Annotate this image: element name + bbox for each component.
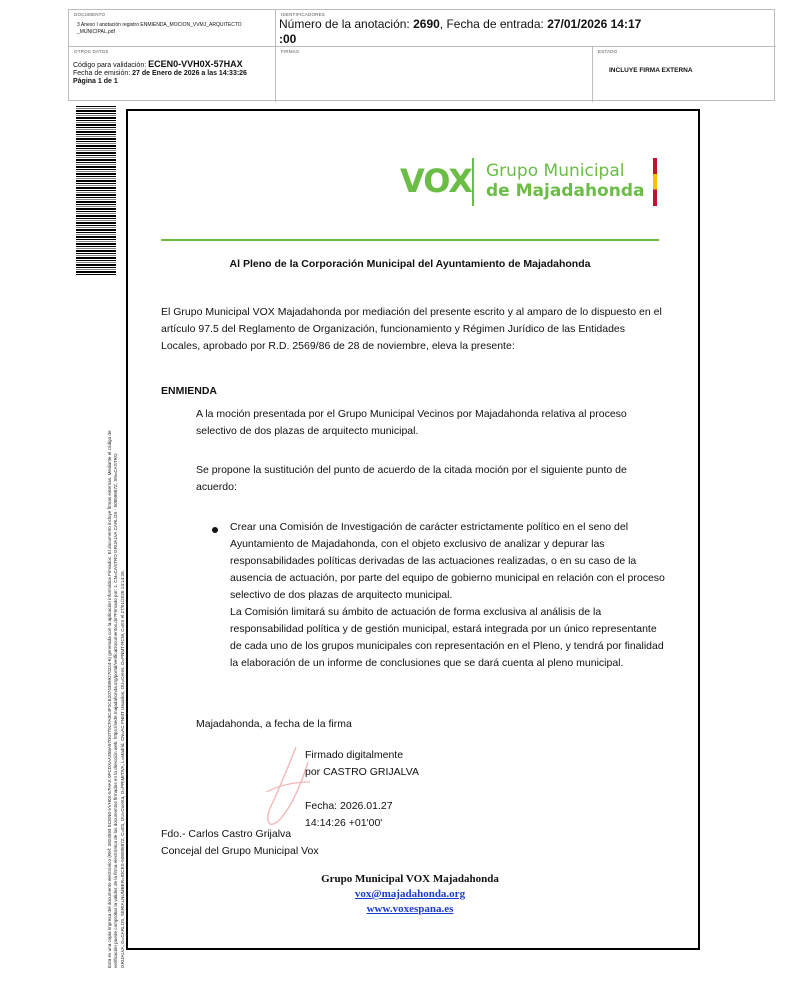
identifiers-cell: [276, 10, 776, 47]
letter-title: Al Pleno de la Corporación Municipal del Ayuntamiento de Majadahonda: [229, 258, 591, 270]
other-data-caption: OTROS DATOS: [74, 49, 109, 54]
page-count: Página 1 de 1: [73, 78, 118, 85]
signer-role: Concejal del Grupo Municipal Vox: [161, 845, 319, 857]
document-cell: [69, 10, 276, 47]
verification-note-line: Esta es una copia impresa del documento electrónico (Ref: 3924593 ECEN0-VVH0X-57HAX 0FCDXAA358A97D0770CFA8C4F2CE20743959270224-6) generada con la aplicación informática Firmadoc. El documento incluye firmas externas. Mediante el código de: [107, 430, 112, 968]
signatures-caption: FIRMAS: [281, 49, 300, 54]
registry-header: [68, 9, 775, 101]
footer-web-link[interactable]: www.voxespana.es: [366, 903, 454, 915]
identifiers-caption: IDENTIFICADORES: [281, 12, 326, 17]
signatures-cell: [276, 47, 593, 102]
footer-email-link[interactable]: vox@majadahonda.org: [354, 888, 466, 900]
status-value: INCLUYE FIRMA EXTERNA: [609, 67, 693, 74]
emission-date: 27 de Enero de 2026 a las 14:33:26: [132, 70, 247, 77]
logo-divider: [472, 158, 474, 206]
validation-label: Código para validación:: [73, 62, 149, 69]
letter-paragraph: Se propone la sustitución del punto de acuerdo de la citada moción por el siguiente punto de acuerdo:: [196, 464, 627, 493]
verification-note-line: GRIJALVA, G=CARLOS, SERIALNUMBER=IDCES-50859587Z, C=ES, OU=Cuenta, O=PRIMITIVA, L=Madrid, CN=AC FNMT Usuarios, OU=Ceres, O=FNMT-RCM, C=ES el 27/01/2026 14:14:26.: [119, 570, 125, 968]
entry-label: , Fecha de entrada:: [439, 17, 548, 31]
annotation-label: Número de la anotación:: [279, 17, 414, 31]
letter-paragraph: A la moción presentada por el Grupo Municipal Vecinos por Majadahonda relativa al proceso selectivo de dos plazas de arquitecto municipal.: [196, 408, 627, 437]
digital-signature: [305, 747, 455, 832]
signer-block: [161, 826, 319, 860]
bullet-icon: [212, 527, 218, 533]
proposal-text: La Comisión limitará su ámbito de actuación de forma exclusiva al análisis de la responsabilidad política y de gestión municipal, estará integrada por un único representante de cada uno de los grupos municipales con representación en el Pleno, y tendrá por finalidad la elaboración de un informe de conclusiones que se dará cuenta al pleno municipal.: [230, 606, 664, 669]
validation-code: ECEN0-VVH0X-57HAX: [148, 59, 243, 69]
letter-heading: ENMIENDA: [161, 385, 218, 397]
signature-line: por CASTRO GRIJALVA: [305, 766, 419, 778]
verification-note: [107, 288, 126, 968]
emission-label: Fecha de emisión:: [73, 70, 133, 77]
signature-line: Firmado digitalmente: [305, 749, 404, 761]
annotation-number: 2690: [413, 17, 440, 31]
logo-line2: de Majadahonda: [486, 181, 645, 201]
logo-line1: Grupo Municipal: [486, 161, 625, 181]
other-data-text: [73, 60, 247, 86]
footer-name: Grupo Municipal VOX Majadahonda: [321, 873, 499, 885]
document-caption: DOCUMENTO: [74, 12, 106, 17]
signature-time: 14:14:26 +01'00': [305, 817, 383, 829]
signer-name: Fdo.- Carlos Castro Grijalva: [161, 828, 292, 840]
letter-intro: El Grupo Municipal VOX Majadahonda por mediación del presente escrito y al amparo de lo dispuesto en el artículo 97.5 del Reglamento de Organización, funcionamiento y Régimen Jurídico de las Entidades Locales, aprobado por R.D. 2569/86 de 28 de noviembre, eleva la presente:: [161, 306, 662, 352]
other-data-cell: [69, 47, 276, 102]
vox-logo-mark: VOX: [400, 162, 472, 200]
document-name: 3 Anexo I anotación registro ENMIENDA_MOCION_VVMJ_ARQUITECTO _MUNICIPAL.pdf: [77, 22, 242, 35]
spain-flag-icon: [653, 158, 657, 206]
place-date: Majadahonda, a fecha de la firma: [196, 718, 352, 730]
header-rule: [161, 239, 659, 241]
status-cell: [593, 47, 776, 102]
signature-date: Fecha: 2026.01.27: [305, 800, 393, 812]
barcode: [76, 106, 116, 276]
status-caption: ESTADO: [598, 49, 618, 54]
entry-date: 27/01/2026 14:17: [547, 17, 642, 31]
letter-footer: [161, 872, 659, 917]
identifiers-text: [279, 17, 641, 47]
proposal-text: Crear una Comisión de Investigación de carácter estrictamente político en el seno del Ayuntamiento de Majadahonda, con el objeto exclusivo de analizar y depurar las responsabilidades políticas derivadas de las actuaciones realizadas, o en su caso de la ausencia de actuación, por parte del equipo de gobierno municipal en relación con el proceso selectivo de dos plazas de arquitecto municipal.: [230, 521, 665, 601]
entry-date-seconds: :00: [279, 32, 297, 46]
proposal-item: [230, 519, 670, 672]
verification-note-line: verificación puede comprobar la validez de la firma electrónica de los documentos firmados en la dirección web: https://sede.majadahonda.org/portal/verificaDocumentos.do?Firmado por: 1. CN=CASTRO GRIJALVA CARLOS - 50859587Z, SN=CASTRO: [113, 453, 119, 968]
